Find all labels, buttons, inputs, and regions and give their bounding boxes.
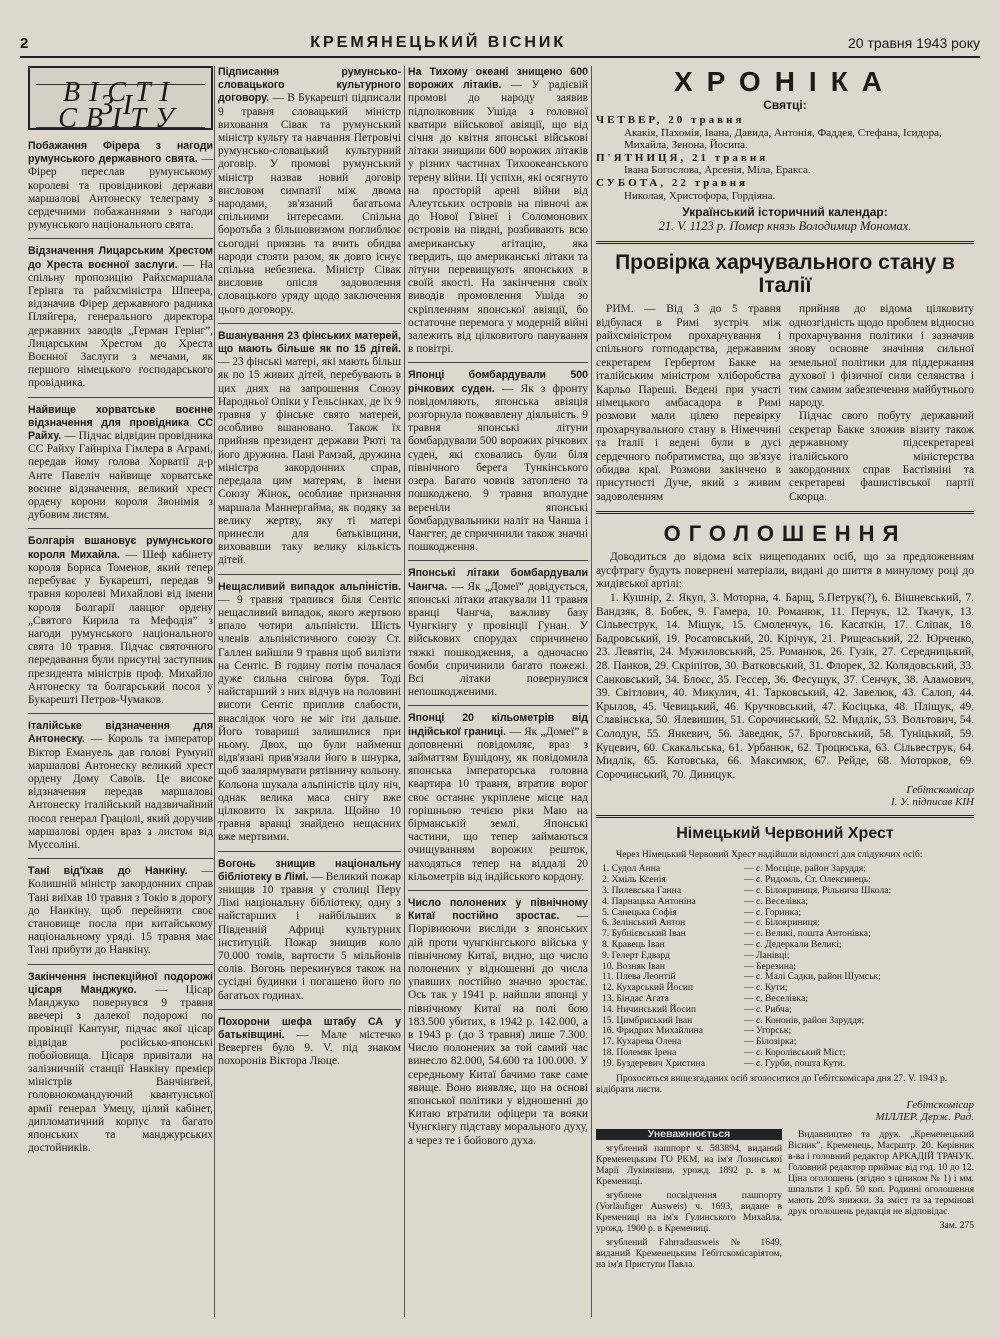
announcement-body [596, 551, 974, 782]
divider [408, 705, 588, 706]
notice: згублений Fahrradausweis № 1649, виданий Кременецьким Гебітскомісаріятом, на ім'я Приступи Павла. [596, 1237, 782, 1271]
paragraph: прийняв до відома цілковиту однозгідність щодо проблем відносно прохарчування політики і зазначив знову основне значіння сильної земельної політики для піддержання духової і фізичної сили селянства і тим самим забезпечення майбутнього народу. [789, 303, 974, 409]
calendar-title: Український історичний календар: [682, 205, 888, 220]
signature-name: І. У. підписав КІН [890, 796, 974, 809]
person-name: 5. Санецька Софія [602, 906, 677, 918]
footer [596, 1129, 974, 1273]
article-body: — Мале містечко Веверген було 9. V. під знаком похоронів Віктора Люце. [218, 1029, 401, 1068]
column-divider [404, 66, 405, 1317]
redcross-row [602, 951, 974, 962]
article [408, 66, 588, 356]
article-body: — Колишній міністр закордонних справ Тані виїхав 10 травня з Токіо в дорогу до Нанкіну, щоб перейняти своє становище посла при китайському національному уряді. 15 травня має Тані прибути до Нанкіну. [28, 865, 213, 957]
article-body: — Фірер переслав румунському королеві та провідникові держави маршалові Антонеску телеграму з сердечними побажаннями з нагоди румунського національного свята. [28, 153, 213, 232]
saints-names: Акакія, Пахомія, Івана, Давида, Антонія, Фаддея, Стефана, Ісидора, Михайла, Зенона, Йосипа. [624, 126, 942, 152]
person-name: 14. Ничинський Йосип [602, 1003, 696, 1015]
person-name: 12. Кухарський Йосип [602, 982, 694, 994]
divider [596, 815, 974, 818]
person-name: 10. Возняк Іван [602, 960, 665, 972]
italy-article-body [596, 303, 974, 504]
person-name: 18. Полемяк Ірена [602, 1046, 677, 1058]
signature-name: МІЛЛЕР. Держ. Рад. [875, 1111, 974, 1124]
article-headline: Найвище хорватське воєнне відзначення для провідника СС Райху. [28, 403, 213, 443]
article-headline: Японці бомбардували 500 річкових суден. [408, 369, 588, 395]
news-column-3 [408, 66, 588, 1316]
person-name: 13. Біндас Агата [602, 992, 669, 1004]
person-name: 15. Цимбриський Іван [602, 1014, 693, 1026]
announcement-title: ОГОЛОШЕННЯ [663, 521, 907, 547]
divider [28, 964, 213, 965]
divider [28, 238, 213, 239]
divider [218, 323, 401, 324]
article [28, 971, 213, 1156]
column-divider [591, 66, 592, 1317]
signature [596, 1099, 974, 1123]
saints-day: СУБОТА, 22 травня [596, 176, 748, 189]
article-body: — 23 фінські матері, які мають більш як по 15 живих дітей, перебувають в цих днях на запрошення Союзу Народньої Опіки у Гельсінках, де їх 9 травня у фінське свято матерей, особливо вшановано. Також їх прийняв президент держави Рюті та його дружина. Пані Рамзай, дружина міністра закордонних справ, передала цим матерям, в імени Союзу Жінок, особливе признання маршала Маннергайма, як подяку за велику жертву, яку ті матері принесли для батьківщини, виховавши таку велику кількість дітей. [218, 356, 401, 567]
divider [596, 511, 974, 514]
article-body: — 9 травня трапився біля Сентіс нещасливий випадок, якого жертвою впало чотири альпіністи. Шість членів альпіністичного союзу Ст. Галлен вийшли 9 травня щоб вилізти на Сентіс. В годину потім почалася дуже сильна снігова буря. Тоді найстарший з них відчув на половині висоти Сентіс приплив слабости, внаслідок чого не міг іти дальше. Його товариші залишилися при ньому. Двох, що були найменш відв'язані прив'язали його в шнурка, щоб заалярмувати рятівничу кольону. Кольона шукала альпіністів цілу ніч, однак велика маса снігу вже цілковито їх закрила. Щойно 10 травня вранці знайдено нещасних вже мертвими. [218, 593, 401, 844]
article [28, 245, 213, 390]
signature-title: Гебітскомісар [906, 1099, 974, 1112]
italy-article-title: Провірка харчувального стану в Італії [615, 251, 955, 298]
calendar-text: 21. V. 1123 р. Помер князь Володимир Мономах. [658, 219, 912, 234]
article-body: — Як „Домеї” довідується, японські літаки атакували 11 травня вранці Чангча, важливу базу Чунгкінгу у провінції Гунан. У військових спорудах спричинено тяжкі пошкодження, а одночасно бомби спричинили багато пожежі. Всі літаки повернулися непошкодженими. [408, 580, 588, 699]
person-place: — с. Веселівка; [744, 992, 808, 1004]
article-headline: Підписання румунсько-словацького культурного договору. [218, 66, 401, 105]
article [28, 404, 213, 523]
article-headline: Болгарія вшановує румунського короля Михайла. [28, 535, 213, 561]
divider [28, 528, 213, 529]
redcross-row [602, 897, 974, 908]
saints-names: Николая, Христофора, Гордіяна. [624, 189, 776, 202]
article-headline: Нещасливий випадок альпіністів. [218, 580, 401, 593]
person-place: — Угорськ; [744, 1025, 792, 1037]
article-body: — На спільну пропозицію Райхсмаршала Герінга та райхсміністра Шпеера, відзначив Фірер державного радника Пляйгера, генерального директора державних заводів „Герман Герінг”, Лицарським Хрестом до Хреста Воєнної Заслуги з мечами, як першого німецького господарського провідника. [28, 258, 213, 390]
person-name: 11. Плева Леонтій [602, 971, 676, 983]
person-name: 4. Парнацька Антоніна [602, 895, 696, 907]
divider [408, 890, 588, 891]
person-name: 7. Бубнієвський Іван [602, 928, 686, 940]
invalidation-notices [596, 1129, 782, 1273]
person-place: — с. Горинка; [744, 906, 802, 918]
section-banner [28, 66, 213, 135]
article-headline: Японські літаки бомбардували Чангча. [408, 567, 588, 593]
page-number: 2 [20, 34, 29, 52]
article-headline: Італійське відзначення для Антонеску. [28, 720, 213, 746]
article-headline: Вшанування 23 фінських матерей, що мають більше як по 15 дітей. [218, 329, 401, 356]
person-place: — с. Ридомль, Ст. Олексинець; [744, 874, 871, 886]
redcross-outro: Прохоситься вищезгаданих осіб зголоситися до Гебітскомісара дня 27. V. 1943 р. відібрати листи. [596, 1073, 948, 1096]
publisher-text: Видавництво та друк. „Кременецький Вісник”, Кременець, Маєрштр. 20. Керівник в-ва і головний редактор АРКАДІЙ ТРАЧУК. Головний редактор приймає від год. 10 до 12. Ціна оголошень (згідно з ціником № 1) і мм. шпальти 1 крб. 50 коп. Родинні оголошення мають 20% знижки. За зміст та за термінові друк оголошень редакція не відповідає. [788, 1129, 974, 1218]
saints-day: ЧЕТВЕР, 20 травня [596, 114, 745, 126]
article-headline: Вогонь знищив національну бібліотеку в Лімі. [218, 857, 401, 883]
announcement-intro: Доводиться до відома всіх нищеподаних осіб, що за предложенням аусфтрагу будуть повернені матеріали, видані до шиття в минулому році до жидівської артілі: [596, 551, 974, 591]
divider [408, 560, 588, 561]
paragraph: Підчас свого побуту державний секретар Бакке зложив візиту також державному підсекретареві італійського міністерства закордонних справ Бастіяніні та секретареві фашистівської партії Скорца. [789, 410, 974, 503]
divider [28, 858, 213, 859]
saints-list [596, 114, 974, 202]
person-place: — с. Королівський Міст; [744, 1046, 846, 1058]
article-headline: Закінчення інспекційної подорожі цісаря Манджуко. [28, 970, 213, 996]
person-place: — с. Білокриниця, Рільнича Школа; [744, 884, 892, 896]
newspaper-name: КРЕМЯНЕЦЬКИЙ ВІСНИК [310, 34, 567, 51]
italy-article-right [789, 303, 974, 504]
article-body: — Великий пожар знищив 10 травня у столиці Перу Лімі національну бібліотеку, одну з найстарших і найбільших в Південній Африці культурних інституцій. Пожар знищив коло 70.000 томів, вартости 5 мільйонів солів. Вогонь перекинувся також на сусідні будинки і погашено його по багатьох годинах. [218, 870, 401, 1002]
article-headline: Відзначення Лицарським Хрестом до Хреста воєнної заслуги. [28, 245, 213, 271]
redcross-row [602, 1005, 974, 1016]
article-headline: На Тихому океані знищено 600 ворожих літаків. [408, 66, 588, 92]
divider [596, 241, 974, 244]
article [28, 535, 213, 707]
paragraph: РИМ. — Від 3 до 5 травня відбулася в Римі зустріч між райхсміністром прохарчування і спільного готподарства, державним секретарем Гербертом Бакке на італійським міністром хліборобства Карльо Пареші. Ведені при участі німецького амбасадора в Римі розмови мали цілею перевірку прохарчувального стану в Німеччині та Італії і ведені були в дусі сердечного побратимства, що зв'язує обидва краї. Розмови закінчено в присутності Дуче, який з живим задоволенням [596, 303, 781, 503]
article-headline: Японці 20 кільометрів від індійської границі. [408, 712, 588, 738]
person-place: — с. Малі Садки, район Шумськ; [744, 971, 881, 983]
article-body: — Як з фронту повідомляють, японська авіяція розгорнула пожвавлену діяльність. 9 травня японські літуни бомбардували 500 ворожих річкових суден, які сховались були біля північного берега Тункінського озера. Багато човнів затоплено та пошкоджено. 9 травня вполудне вереніли японські бомбардувальники наліт на Чанша і Чангтег, де спричинили також значні пошкодження. [408, 382, 588, 554]
article-body: — Король та імператор Віктор Емануель дав голові Румунії маршалові Антонеску великий хрест ордену Дому Савоїв. Це високе відзначення передав маршалові Антонеску італійський надзвичайний посол генерал Граціолі, який доручив маршалові орден враз з листом від Муссоліні. [28, 733, 213, 851]
issue-date: 20 травня 1943 року [848, 35, 980, 51]
person-place: — Березина; [744, 960, 796, 972]
person-place: — с. Веселівка; [744, 895, 808, 907]
order-number: Зам. 275 [939, 1220, 974, 1232]
notice: згублений пашпорт ч. 583894, виданий Кременецьким ГО РКМ, на ім'я Лозинської Марії Лукіянівни, урожд. 1892 р. в м. Кремениці. [596, 1143, 782, 1188]
article-body: — У радієвій промові до народу заявив підполковник Ушіда з головної кватири військової авіяції, що від січня до квітня японські військові літаки знищили 600 ворожих літаків у різних частинах Тихоокеанського терену війни. Ці успіхи, які осягнуто на просторій арені війни від Алеутських островів на півночі аж до Нової Гвінеї і Соломонових островів на півдні, розбивають всю американську агітацію, яка твердить, що американські літаки та літуни перевищують японських в своїй якості. На закінчення своїх виводів промовлення Ушіда зо скріпленням японської авіяції, бо остаточне перемога у модерній війні залежить від цілковитого панування в повітрі. [408, 79, 588, 356]
redcross-title: Німецький Червоний Хрест [676, 825, 894, 843]
article [408, 369, 588, 554]
article-headline: Число полонених у північному Китаї постійно зростає. [408, 896, 588, 923]
person-name: 2. Хміль Ксенія [602, 874, 666, 886]
person-place: — Ланівці; [744, 949, 790, 961]
article [218, 330, 401, 568]
article [28, 140, 213, 232]
person-place: — с. Білокриниця; [744, 917, 820, 929]
person-name: 3. Пилевська Ганна [602, 884, 682, 896]
person-place: — Білозірка; [744, 1036, 797, 1048]
redcross-list [596, 864, 974, 1069]
signature-title: Гебітскомісар [906, 784, 974, 797]
page-header [20, 30, 980, 58]
person-name: 1. Судол Анна [602, 863, 661, 875]
person-name: 6. Зелінський Антон [602, 917, 686, 929]
person-place: — с. Рибча; [744, 1003, 792, 1015]
article [218, 66, 401, 317]
saints-title: Святці: [763, 98, 807, 112]
italy-article-left [596, 303, 781, 504]
article [218, 1016, 401, 1069]
signature [596, 784, 974, 808]
person-name: 16. Фридрих Михайлина [602, 1025, 703, 1037]
person-place: — с. Кононів, район Заруддя; [744, 1014, 865, 1026]
chronicle-title: ХРОНІКА [673, 66, 897, 97]
announcement-list: 1. Кушнір, 2. Якуп, 3. Моторна, 4. Барщ, 5.Петрук(?), 6. Вішневський, 7. Вандзяк, 8. Бобек, 9. Гамера, 10. Романюк, 11. Перчук, 12. Ткачук, 13. Сільвеструк, 14. Міщук, 15. Смоленчук, 16. Касаткін, 17. Сліпак, 18. Бадровський, 19. Росатовський, 20. Кірічук, 21. Рищеаський, 22. Юрченко, 23. Левятін, 24. Мужиловський, 25. Романюк, 26. Гузік, 27. Середницький, 28. Панков, 29. Скріпітов, 30. Ватковський, 31. Флорек, 32. Колядовський, 33. Санковський, 34. Блоєс, 35. Гессер, 36. Фесущук, 37. Сенчук, 38. Аламович, 39. Світлович, 40. Микулич, 41. Тарковський, 42. Завелюк, 43. Салоп, 44. Крылов, 45. Чевицький, 46. Кручковський, 47. Косіцька, 48. Пліщук, 49. Славінська, 50. Ялевишин, 51. Сорочинський, 52. Мидлік, 53. Вольтович, 54. Солодун, 55. Янкевич, 56. Заведюк, 57. Броговський, 58. Туніцький, 59. Куцевич, 60. Скакальська, 61. Урбанюк, 62. Троцюська, 63. Сільвеструк, 64. Мидлік, 65. Котовська, 66. Максимюк, 67. Рейде, 68. Моторков, 69. Сорочинський, 70. Диницук. [596, 592, 974, 781]
article-body: — Як „Домеї” в доповненні повідомляє, враз з займаттям Бушідону, як повідомила японська імператорська головна квартира 10 травня, втратив ворог своє останнє укріплене місце над горішньою течією ріки Маю на бірманській землі. Японські частини, що тепер займаються очищуванням ворожих решток, находяться тепер на віддалі 20 кільометрів від індійського кордону. [408, 725, 588, 883]
article-body: — Цісар Манджуко повернувся 9 травня ввечері з далекої подорожі по провінції Кантунг, підчас якої цісар відвідав російсько-японські побойовища. Цісаря привітали на залізничній станції Нанкіну премієр міністрів Ванчінґвей, головнокомандуючий квантунської армії генерал Умецу, цілий кабінет, дипломатичний корпус та багато японських та манджурських достойників. [28, 983, 213, 1155]
person-name: 19. Буздеревич Христина [602, 1057, 705, 1069]
article [218, 581, 401, 845]
article-body: — Порівнюючи висліди з японських дій проти чунгкінгського війська у північному Китаї, видно, що число полонених у відношенні до числа упавших постійно значно зростає. Ось так у 1941 р. найшли японці у північному Китаї на полі бою 183.500 убитих, в 1942 р. 142.000, а в 1943 р. (до 3 травня) лише 7.300. Число полонених за той самий час винесло 82.000, 54.600 та 100.000. У середньому Китаї бачимо таке саме явище. Воно виявляє, що на основі японської політики у відношенні до Китаю втратили офіцери та вояки Чунгкінгу підставу морального духу, а через те і бойового духа. [408, 910, 588, 1147]
section-banner-title: ВІСТІ ЗІ СВІТУ [36, 84, 205, 128]
divider [408, 362, 588, 363]
redcross-intro: Через Німецький Червоний Хрест надійшли відомості для слідуючих осіб: [616, 849, 923, 861]
article [28, 720, 213, 852]
divider [218, 1009, 401, 1010]
divider [28, 713, 213, 714]
person-place: — с. Кути; [744, 982, 788, 994]
article-body: — Шеф кабінету короля Бориса Томенов, який тепер перебуває у Букарешті, передав 9 травня королеві Михайлові від імени короля Болгарії ланцюг ордену „Святого Кирила та Мефодія” з нагоди румунського національного свята 10 травня. Підчас святочного передавання були присутні заступник президента міністрів проф. Михайло Антонеску та болгарський посол у Букарешті Петров-Чумаков. [28, 548, 213, 706]
saints-day: П'ЯТНИЦЯ, 21 травня [596, 151, 769, 164]
news-column-1 [28, 66, 213, 1316]
article [408, 712, 588, 884]
article-headline: Похорони шефа штабу СА у батьківщині. [218, 1015, 401, 1042]
notice: згублене посвідчення пашпорту (Vorläufiger Ausweis) ч. 1693, видане в Кремениці на ім'я Гулинського Михайла, урожд. 1900 р. в Кремениці. [596, 1190, 782, 1235]
person-name: 8. Кравець Іван [602, 938, 665, 950]
saints-names: Івана Богослова, Арсенія, Міла, Еракса. [624, 164, 811, 177]
divider [218, 851, 401, 852]
article-body: — В Букарешті підписали 9 травня словацький міністр виховання Сівак та румунський міністр культу та навчання Петровічі румунсько-словацький культурний договір. У промові румунський міністр назвав новий договір висловом симпатії між двома народами, зв'язаний багатьома спільними інтересами. Спільна боротьба з більшовизмом поглиблює сьогодні приязнь та вчить обидва народи стояти разом, як довго існує спільна небезпека. Міністр Сівак висловив опісля задоволення словацького уряду щодо заключення цього договору. [218, 92, 401, 316]
person-place: — с. Мосціце, район Заруддя; [744, 863, 866, 875]
invalidation-title: Уневажнюється [596, 1129, 782, 1140]
person-place: — с. Гурби, пошта Кути. [744, 1057, 846, 1069]
divider [28, 397, 213, 398]
right-section [596, 66, 974, 1273]
person-place: — с. Дедеркали Великі; [744, 938, 842, 950]
article [408, 567, 588, 699]
column-divider [214, 66, 215, 1317]
person-name: 9. Гелерт Едвард [602, 949, 670, 961]
article-body: — Підчас відвідин провідника СС Райху Гайнріха Гімлера в Аграмі, передав йому голова Хорватії д-р Анте Павеліч найвище хорватське воєнне відзначення, великий хрест ордену корони короля Звонімія з дубовим листям. [28, 430, 213, 522]
redcross-row [602, 1059, 974, 1070]
divider [218, 574, 401, 575]
article [408, 897, 588, 1148]
publisher-info [788, 1129, 974, 1273]
person-place: — с. Великі, пошта Антонівка; [744, 928, 871, 940]
article [28, 865, 213, 957]
news-column-2 [218, 66, 401, 1316]
article-headline: Побажання Фірера з нагоди румунського державного свята. [28, 140, 213, 166]
article-headline: Тані від'їхав до Нанкіну. [28, 865, 188, 878]
article [218, 858, 401, 1003]
person-name: 17. Кухарева Олена [602, 1036, 682, 1048]
